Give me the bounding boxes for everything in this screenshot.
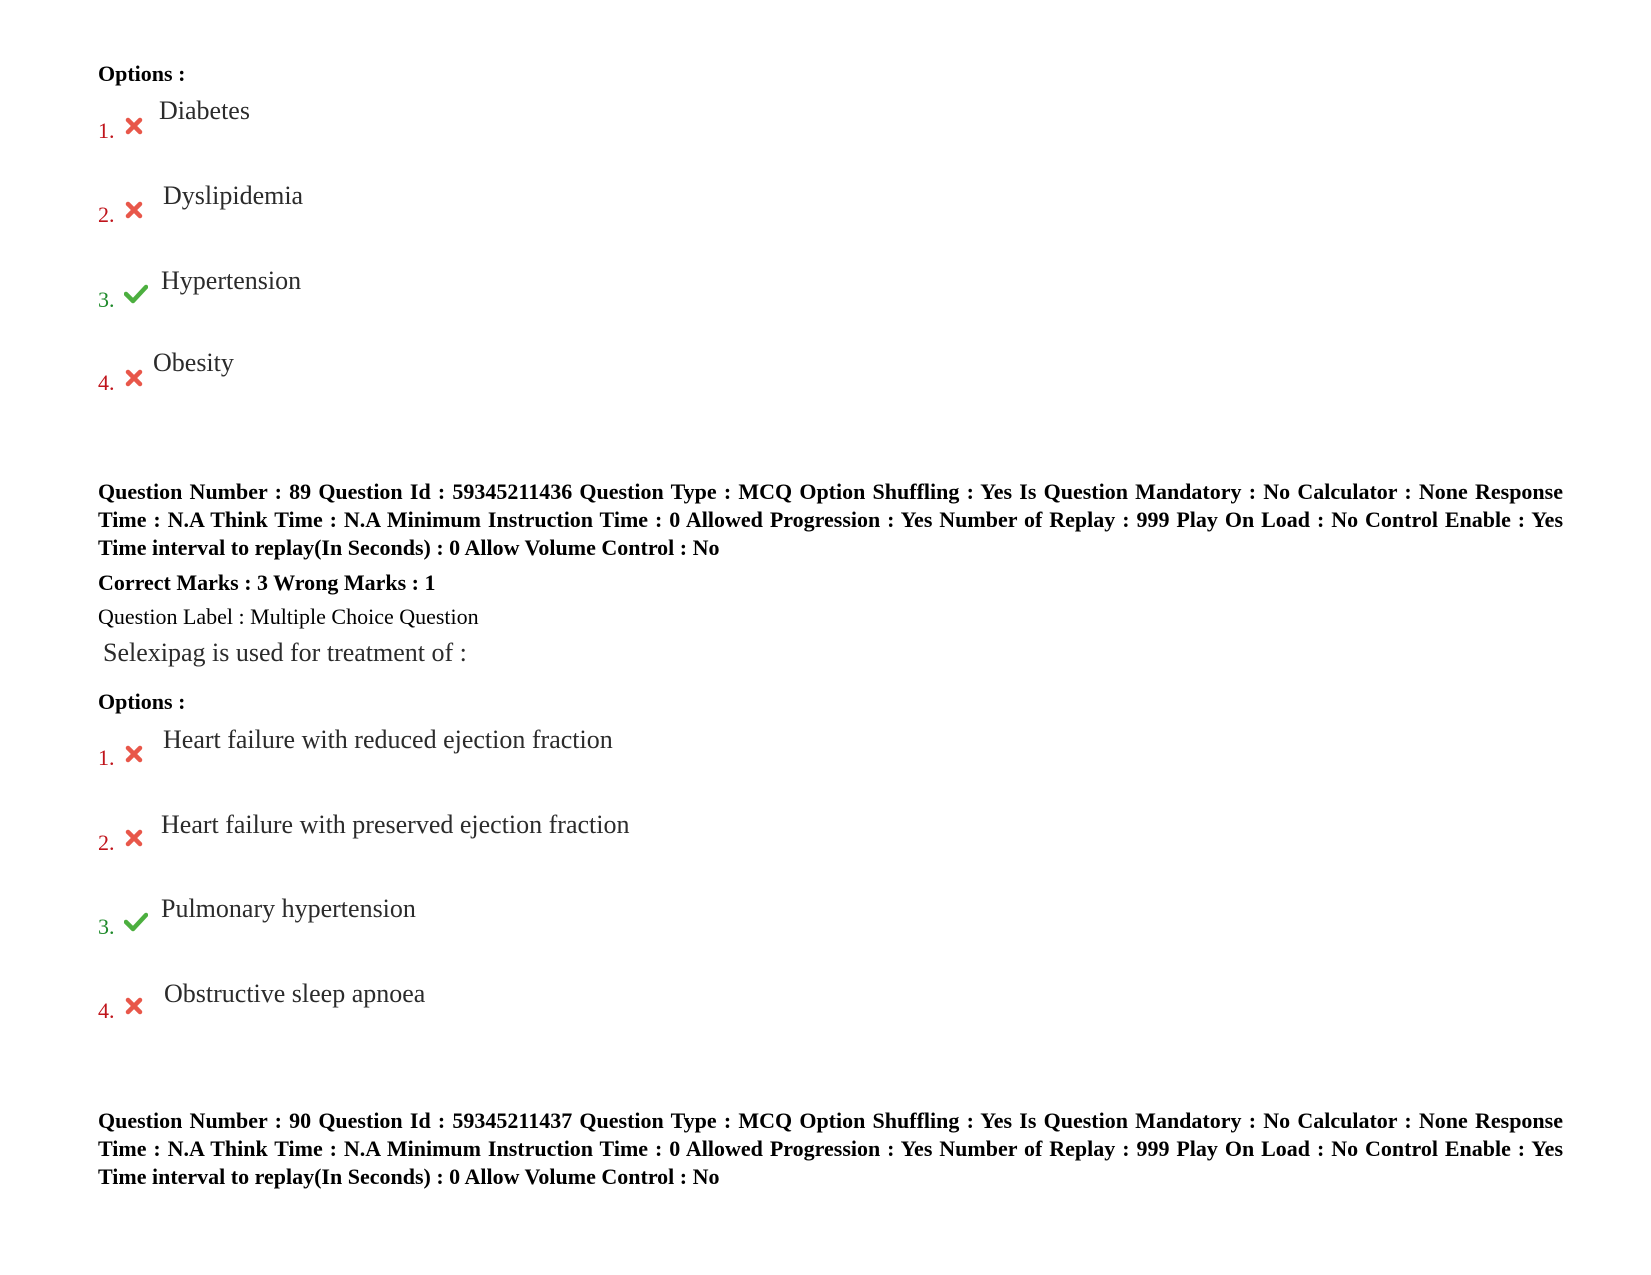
cross-icon [124, 200, 144, 220]
question-meta: Question Number : 90 Question Id : 59345211437 Question Type : MCQ Option Shuffling : Yes Is Question Mandatory : No Calculator : None Response Time : N.A Think Time : N.A Minimum Instruction Time : 0 Allowed Progression : Yes Number of Replay : 999 Play On Load : No Control Enable : Yes Time interval to replay(In Seconds) : 0 Allow Volume Control : No [98, 1108, 1563, 1189]
option-number: 3. [98, 287, 115, 312]
question-meta: Question Number : 89 Question Id : 59345211436 Question Type : MCQ Option Shuffling : Yes Is Question Mandatory : No Calculator : None Response Time : N.A Think Time : N.A Minimum Instruction Time : 0 Allowed Progression : Yes Number of Replay : 999 Play On Load : No Control Enable : Yes Time interval to replay(In Seconds) : 0 Allow Volume Control : No [98, 479, 1563, 560]
option-text: Pulmonary hypertension [161, 894, 416, 923]
cross-icon [124, 828, 144, 848]
option-text: Diabetes [159, 96, 250, 125]
check-icon [124, 284, 148, 304]
option-number: 1. [98, 118, 115, 143]
option-number: 3. [98, 914, 115, 939]
option-number: 4. [98, 998, 115, 1023]
cross-icon [124, 744, 144, 764]
option-text: Heart failure with reduced ejection fraction [163, 725, 613, 754]
option-text: Obesity [153, 348, 234, 377]
cross-icon [124, 116, 144, 136]
option-number: 1. [98, 745, 115, 770]
option-text: Dyslipidemia [163, 181, 304, 210]
check-icon [124, 912, 148, 932]
option-text: Heart failure with preserved ejection fraction [161, 810, 630, 839]
option-text: Hypertension [161, 266, 302, 295]
question-marks: Correct Marks : 3 Wrong Marks : 1 [98, 570, 436, 595]
option-number: 2. [98, 830, 115, 855]
options-label: Options : [98, 61, 186, 86]
question-text: Selexipag is used for treatment of : [103, 638, 467, 667]
cross-icon [124, 368, 144, 388]
cross-icon [124, 996, 144, 1016]
option-text: Obstructive sleep apnoea [164, 979, 426, 1008]
question-label: Question Label : Multiple Choice Question [98, 604, 479, 629]
option-number: 2. [98, 202, 115, 227]
option-number: 4. [98, 370, 115, 395]
options-label: Options : [98, 689, 186, 714]
